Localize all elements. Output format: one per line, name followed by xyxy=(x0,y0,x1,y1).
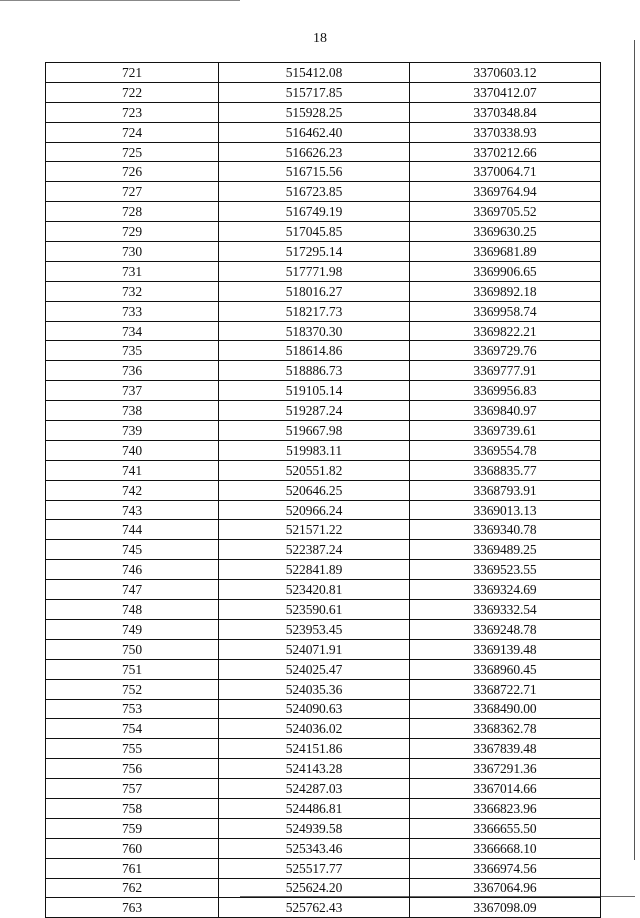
table-row xyxy=(46,122,601,142)
table-row xyxy=(46,500,601,520)
point-number-cell: 742 xyxy=(46,480,219,500)
scan-edge-top xyxy=(0,0,240,1)
y-coordinate-cell: 3367839.48 xyxy=(410,739,601,759)
x-coordinate-cell: 518217.73 xyxy=(219,301,410,321)
y-coordinate-cell: 3369523.55 xyxy=(410,560,601,580)
point-number-cell: 737 xyxy=(46,381,219,401)
x-coordinate-cell: 524036.02 xyxy=(219,719,410,739)
point-number-cell: 734 xyxy=(46,321,219,341)
table-row xyxy=(46,520,601,540)
x-coordinate-cell: 519983.11 xyxy=(219,440,410,460)
point-number-cell: 758 xyxy=(46,798,219,818)
x-coordinate-cell: 522387.24 xyxy=(219,540,410,560)
y-coordinate-cell: 3366655.50 xyxy=(410,818,601,838)
y-coordinate-cell: 3369013.13 xyxy=(410,500,601,520)
table-row xyxy=(46,679,601,699)
table-row xyxy=(46,142,601,162)
x-coordinate-cell: 518886.73 xyxy=(219,361,410,381)
point-number-cell: 743 xyxy=(46,500,219,520)
point-number-cell: 750 xyxy=(46,639,219,659)
x-coordinate-cell: 524071.91 xyxy=(219,639,410,659)
y-coordinate-cell: 3369739.61 xyxy=(410,421,601,441)
table-row xyxy=(46,540,601,560)
y-coordinate-cell: 3366974.56 xyxy=(410,858,601,878)
x-coordinate-cell: 524151.86 xyxy=(219,739,410,759)
y-coordinate-cell: 3369764.94 xyxy=(410,182,601,202)
table-row xyxy=(46,719,601,739)
y-coordinate-cell: 3369958.74 xyxy=(410,301,601,321)
table-row xyxy=(46,818,601,838)
x-coordinate-cell: 520646.25 xyxy=(219,480,410,500)
table-row xyxy=(46,242,601,262)
x-coordinate-cell: 515717.85 xyxy=(219,82,410,102)
point-number-cell: 741 xyxy=(46,460,219,480)
x-coordinate-cell: 520966.24 xyxy=(219,500,410,520)
y-coordinate-cell: 3370212.66 xyxy=(410,142,601,162)
table-row xyxy=(46,659,601,679)
x-coordinate-cell: 524287.03 xyxy=(219,779,410,799)
page-number: 18 xyxy=(313,31,327,46)
y-coordinate-cell: 3368362.78 xyxy=(410,719,601,739)
y-coordinate-cell: 3368490.00 xyxy=(410,699,601,719)
x-coordinate-cell: 515928.25 xyxy=(219,102,410,122)
y-coordinate-cell: 3369822.21 xyxy=(410,321,601,341)
point-number-cell: 722 xyxy=(46,82,219,102)
x-coordinate-cell: 525762.43 xyxy=(219,898,410,918)
x-coordinate-cell: 518016.27 xyxy=(219,281,410,301)
y-coordinate-cell: 3370412.07 xyxy=(410,82,601,102)
table-row xyxy=(46,838,601,858)
x-coordinate-cell: 523420.81 xyxy=(219,580,410,600)
y-coordinate-cell: 3366668.10 xyxy=(410,838,601,858)
table-row xyxy=(46,759,601,779)
x-coordinate-cell: 518614.86 xyxy=(219,341,410,361)
x-coordinate-cell: 517045.85 xyxy=(219,222,410,242)
x-coordinate-cell: 525343.46 xyxy=(219,838,410,858)
table-row xyxy=(46,281,601,301)
point-number-cell: 745 xyxy=(46,540,219,560)
y-coordinate-cell: 3367291.36 xyxy=(410,759,601,779)
y-coordinate-cell: 3369489.25 xyxy=(410,540,601,560)
table-row xyxy=(46,321,601,341)
table-row xyxy=(46,301,601,321)
x-coordinate-cell: 524025.47 xyxy=(219,659,410,679)
table-row xyxy=(46,440,601,460)
point-number-cell: 749 xyxy=(46,619,219,639)
y-coordinate-cell: 3368722.71 xyxy=(410,679,601,699)
point-number-cell: 723 xyxy=(46,102,219,122)
table-row xyxy=(46,102,601,122)
x-coordinate-cell: 524090.63 xyxy=(219,699,410,719)
table-row xyxy=(46,202,601,222)
y-coordinate-cell: 3369332.54 xyxy=(410,600,601,620)
table-row xyxy=(46,580,601,600)
y-coordinate-cell: 3369139.48 xyxy=(410,639,601,659)
x-coordinate-cell: 521571.22 xyxy=(219,520,410,540)
y-coordinate-cell: 3369630.25 xyxy=(410,222,601,242)
y-coordinate-cell: 3369906.65 xyxy=(410,261,601,281)
x-coordinate-cell: 523590.61 xyxy=(219,600,410,620)
point-number-cell: 738 xyxy=(46,401,219,421)
point-number-cell: 762 xyxy=(46,878,219,898)
x-coordinate-cell: 519105.14 xyxy=(219,381,410,401)
table-row xyxy=(46,460,601,480)
point-number-cell: 732 xyxy=(46,281,219,301)
table-row xyxy=(46,798,601,818)
point-number-cell: 740 xyxy=(46,440,219,460)
table-row xyxy=(46,739,601,759)
x-coordinate-cell: 523953.45 xyxy=(219,619,410,639)
point-number-cell: 746 xyxy=(46,560,219,580)
point-number-cell: 753 xyxy=(46,699,219,719)
table-row xyxy=(46,858,601,878)
point-number-cell: 752 xyxy=(46,679,219,699)
x-coordinate-cell: 516715.56 xyxy=(219,162,410,182)
table-row xyxy=(46,699,601,719)
point-number-cell: 739 xyxy=(46,421,219,441)
y-coordinate-cell: 3370064.71 xyxy=(410,162,601,182)
point-number-cell: 761 xyxy=(46,858,219,878)
table-row xyxy=(46,182,601,202)
y-coordinate-cell: 3366823.96 xyxy=(410,798,601,818)
y-coordinate-cell: 3367014.66 xyxy=(410,779,601,799)
y-coordinate-cell: 3369681.89 xyxy=(410,242,601,262)
x-coordinate-cell: 519287.24 xyxy=(219,401,410,421)
table-row xyxy=(46,361,601,381)
y-coordinate-cell: 3367064.96 xyxy=(410,878,601,898)
y-coordinate-cell: 3370603.12 xyxy=(410,63,601,83)
x-coordinate-cell: 517771.98 xyxy=(219,261,410,281)
point-number-cell: 727 xyxy=(46,182,219,202)
point-number-cell: 721 xyxy=(46,63,219,83)
point-number-cell: 735 xyxy=(46,341,219,361)
point-number-cell: 747 xyxy=(46,580,219,600)
y-coordinate-cell: 3369554.78 xyxy=(410,440,601,460)
point-number-cell: 760 xyxy=(46,838,219,858)
table-row xyxy=(46,222,601,242)
y-coordinate-cell: 3370348.84 xyxy=(410,102,601,122)
point-number-cell: 744 xyxy=(46,520,219,540)
x-coordinate-cell: 519667.98 xyxy=(219,421,410,441)
x-coordinate-cell: 518370.30 xyxy=(219,321,410,341)
y-coordinate-cell: 3368960.45 xyxy=(410,659,601,679)
coordinates-table xyxy=(45,62,601,918)
table-row xyxy=(46,162,601,182)
point-number-cell: 726 xyxy=(46,162,219,182)
x-coordinate-cell: 524143.28 xyxy=(219,759,410,779)
x-coordinate-cell: 516749.19 xyxy=(219,202,410,222)
table-row xyxy=(46,639,601,659)
point-number-cell: 733 xyxy=(46,301,219,321)
x-coordinate-cell: 516626.23 xyxy=(219,142,410,162)
table-row xyxy=(46,341,601,361)
x-coordinate-cell: 524939.58 xyxy=(219,818,410,838)
x-coordinate-cell: 516462.40 xyxy=(219,122,410,142)
point-number-cell: 763 xyxy=(46,898,219,918)
y-coordinate-cell: 3369248.78 xyxy=(410,619,601,639)
y-coordinate-cell: 3370338.93 xyxy=(410,122,601,142)
point-number-cell: 757 xyxy=(46,779,219,799)
table-row xyxy=(46,381,601,401)
table-row xyxy=(46,600,601,620)
table-row xyxy=(46,898,601,918)
x-coordinate-cell: 515412.08 xyxy=(219,63,410,83)
point-number-cell: 759 xyxy=(46,818,219,838)
point-number-cell: 724 xyxy=(46,122,219,142)
y-coordinate-cell: 3367098.09 xyxy=(410,898,601,918)
table-row xyxy=(46,401,601,421)
table-row xyxy=(46,261,601,281)
table-row xyxy=(46,878,601,898)
x-coordinate-cell: 517295.14 xyxy=(219,242,410,262)
table-row xyxy=(46,421,601,441)
x-coordinate-cell: 524486.81 xyxy=(219,798,410,818)
x-coordinate-cell: 524035.36 xyxy=(219,679,410,699)
point-number-cell: 730 xyxy=(46,242,219,262)
y-coordinate-cell: 3369340.78 xyxy=(410,520,601,540)
point-number-cell: 736 xyxy=(46,361,219,381)
point-number-cell: 731 xyxy=(46,261,219,281)
x-coordinate-cell: 522841.89 xyxy=(219,560,410,580)
y-coordinate-cell: 3369324.69 xyxy=(410,580,601,600)
table-row xyxy=(46,560,601,580)
y-coordinate-cell: 3368793.91 xyxy=(410,480,601,500)
point-number-cell: 728 xyxy=(46,202,219,222)
y-coordinate-cell: 3369956.83 xyxy=(410,381,601,401)
point-number-cell: 729 xyxy=(46,222,219,242)
x-coordinate-cell: 525624.20 xyxy=(219,878,410,898)
point-number-cell: 748 xyxy=(46,600,219,620)
coordinates-table-body xyxy=(46,63,601,918)
x-coordinate-cell: 516723.85 xyxy=(219,182,410,202)
point-number-cell: 751 xyxy=(46,659,219,679)
table-row xyxy=(46,779,601,799)
table-row xyxy=(46,63,601,83)
y-coordinate-cell: 3369705.52 xyxy=(410,202,601,222)
x-coordinate-cell: 520551.82 xyxy=(219,460,410,480)
y-coordinate-cell: 3369777.91 xyxy=(410,361,601,381)
point-number-cell: 755 xyxy=(46,739,219,759)
x-coordinate-cell: 525517.77 xyxy=(219,858,410,878)
y-coordinate-cell: 3369840.97 xyxy=(410,401,601,421)
table-row xyxy=(46,82,601,102)
scan-edge-right xyxy=(634,40,635,860)
point-number-cell: 756 xyxy=(46,759,219,779)
y-coordinate-cell: 3369729.76 xyxy=(410,341,601,361)
point-number-cell: 754 xyxy=(46,719,219,739)
table-row xyxy=(46,619,601,639)
point-number-cell: 725 xyxy=(46,142,219,162)
y-coordinate-cell: 3369892.18 xyxy=(410,281,601,301)
table-row xyxy=(46,480,601,500)
y-coordinate-cell: 3368835.77 xyxy=(410,460,601,480)
